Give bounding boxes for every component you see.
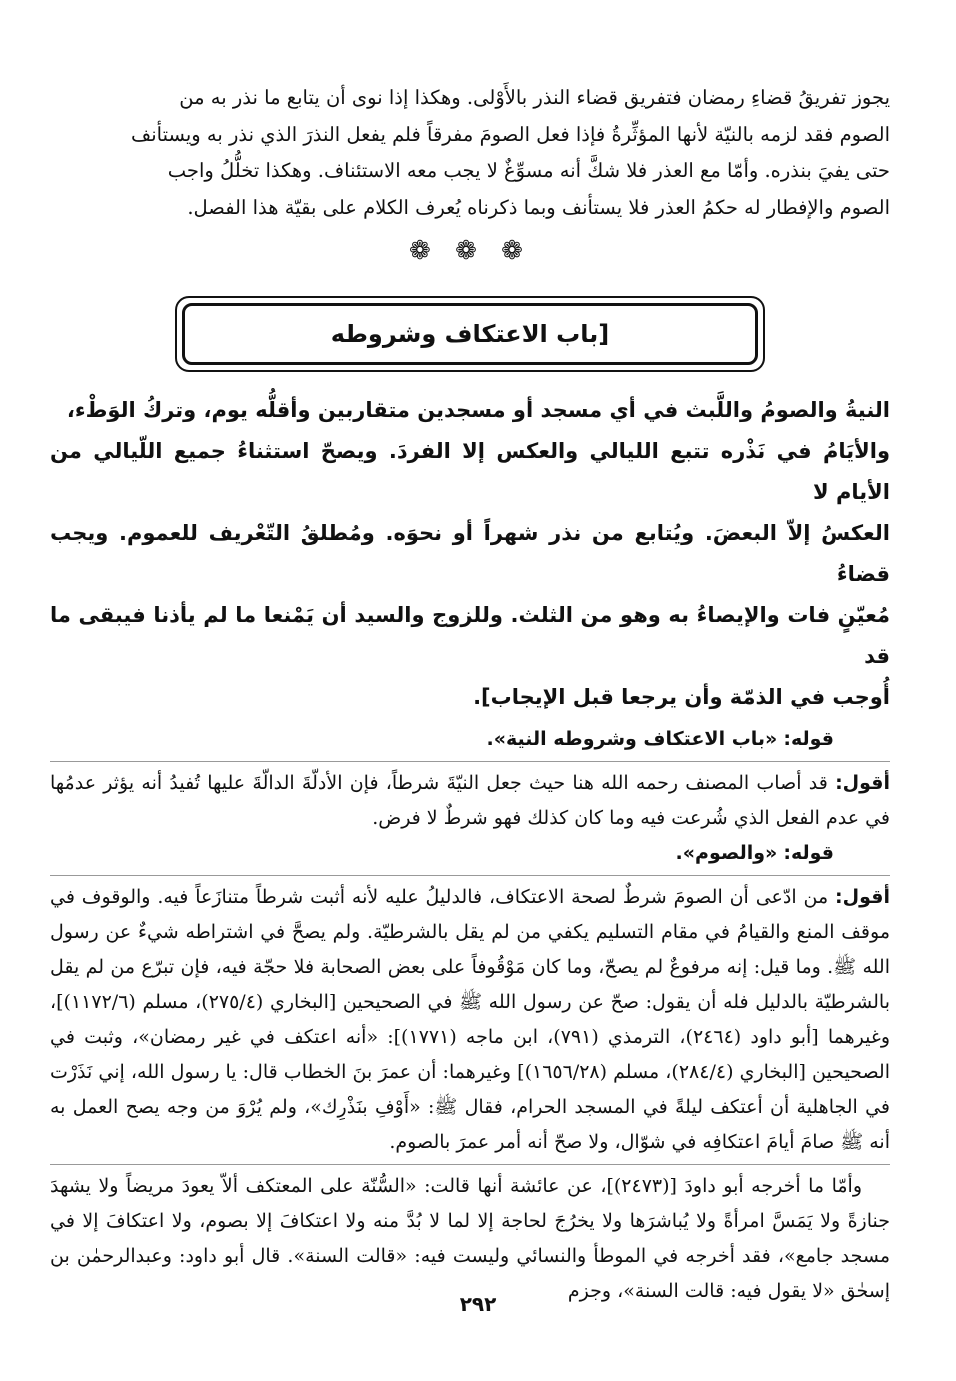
intro-line: الصوم فقد لزمه بالنيّة لأنها المؤثِّرةُ فإذا فعل الصومَ مفرقاً فلم يفعل النذرَ الذي نذر به ويستأنف: [131, 122, 890, 146]
qawluh-label: قوله:: [783, 728, 834, 750]
intro-paragraph: [50, 80, 890, 226]
answer-text: من ادّعى أن الصومَ شرطٌ لصحة الاعتكاف، فالدليلُ عليه لأنه أثبت شرطاً متنازَعاً فيه. والوقوف في موقف المنع والقيامُ في مقام التسليم يكفي من لم يقل بالشرطيّة. ولم يصحَّ في اشتراطه شيءٌ عن رسول الله ﷺ. وما قيل: إنه مرفوعٌ لم يصحّ، وما كان مَوْقُوفاً على بعض الصحابة فلا حجّة فيه، فإن تبرّع من لم يقل بالشرطيّة بالدليل فله أن يقول: صحّ عن رسول الله ﷺ في الصحيحين [البخاري (٢٧٥/٤)، مسلم (١١٧٢/٦)]، وغيرهما [أبو داود (٢٤٦٤)، الترمذي (٧٩١)، ابن ماجه (١٧٧١)]: «أنه اعتكف في غير رمضان»، وثبت في الصحيحين [البخاري (٢٨٤/٤)، مسلم (١٦٥٦/٢٨)] وغيرهما: أن عمرَ بنَ الخطاب قال: يا رسول الله، إني نَذَرْت في الجاهلية أن أعتكف ليلةً في المسجد الحرام، فقال ﷺ: «أَوْفِ بنَذْرِك»، ولم يُرْوَ من وجه يصح العمل به أنه ﷺ صامَ أيامَ اعتكافِه في شوّال، ولا صحّ أنه أمر عمرَ بالصوم.: [50, 886, 890, 1153]
answer-text: قد أصاب المصنف رحمه الله هنا حيث جعل النيّةَ شرطاً، فإن الأدلّةَ الدالّةَ عليها تُفيدُ أنه يؤثر عدمُها في عدم الفعل الذي شُرعت فيه وما كان كذلك فهو شرطٌ لا فرض.: [50, 772, 890, 829]
intro-line: يجوز تفريقُ قضاءِ رمضان فتفريق قضاء النذر بالأَوْلى. وهكذا إذا نوى أن يتابع ما نذر به من: [179, 86, 890, 109]
chapter-title-frame: [175, 296, 765, 372]
commentary: [50, 722, 890, 1309]
matn-line: العكسُ إلاّ البعضَ. ويُتابع من نذر شهراً أو نحوَه. ومُطلقُ التّعْريف للعموم. ويجب قضاءُ: [50, 521, 890, 586]
page-body: [50, 80, 890, 1309]
divider: [50, 875, 890, 876]
matn-line: والأيَامُ في نَذْره تتبع الليالي والعكس إلا الفردَ. ويصحّ استثناءُ جميع اللّيالي من الأيام لا: [50, 439, 890, 504]
divider: [50, 761, 890, 762]
aqulu-label: أقول:: [835, 772, 891, 794]
paragraph-3: وأمّا ما أخرجه أبو داودَ [(٢٤٧٣)]، عن عائشة أنها قالت: «السُّنّة على المعتكف ألاّ يعودَ مريضاً ولا يشهدَ جنازةً ولا يَمَسَّ امرأةً ولا يُباشرَها ولا يخرُجَ لحاجة إلا لما لا بُدَّ منه ولا اعتكافَ إلا بصوم، ولا اعتكافَ إلا في مسجد جامع»، فقد أخرجه في الموطأ والنسائي وليست فيه: «قالت السنة». قال أبو داود: وعبدالرحمٰن بن إسحٰق «لا يقول فيه: قالت السنة»، وجزم: [50, 1175, 890, 1302]
quote-1: [50, 722, 890, 757]
intro-line: حتى يفيَ بنذره. وأمّا مع العذر فلا شكَّ أنه مسوِّغٌ لا يجب معه الاستئناف. وهكذا تخلُّلُ واجب: [167, 159, 890, 182]
intro-line: الصوم والإفطار له حكمُ العذر فلا يستأنف وبما ذكرناه يُعرف الكلام على بقيّة هذا الفصل.: [187, 195, 890, 219]
matn-line: أُوجب في الذمّة وأن يرجعا قبل الإيجاب].: [473, 685, 890, 709]
qawluh-label: قوله:: [783, 842, 834, 864]
section-separator-stars: ❁ ❁ ❁: [409, 236, 531, 266]
page-number: ٢٩٢: [459, 1292, 497, 1316]
aqulu-label: أقول:: [835, 886, 890, 908]
matn-line: مُعيّنٍ فات والإيصاءُ به وهو من الثلث. وللزوج والسيد أن يَمْنعا ما لم يأذنا فيبقى ما قد: [50, 603, 890, 668]
matn-text: [50, 390, 890, 718]
quoted-text: «باب الاعتكاف وشروطه النية».: [486, 728, 778, 750]
quote-2: [50, 836, 890, 871]
divider: [50, 1164, 890, 1165]
quoted-text: «والصوم».: [675, 842, 778, 864]
answer-1: [50, 766, 890, 836]
answer-2: [50, 880, 890, 1160]
matn-line: النيةُ والصومُ واللَّبث في أي مسجد أو مسجدين متقاربين وأقلُّه يوم، وتركُ الوَطْء،: [66, 398, 890, 422]
chapter-title: [باب الاعتكاف وشروطه: [182, 303, 758, 365]
